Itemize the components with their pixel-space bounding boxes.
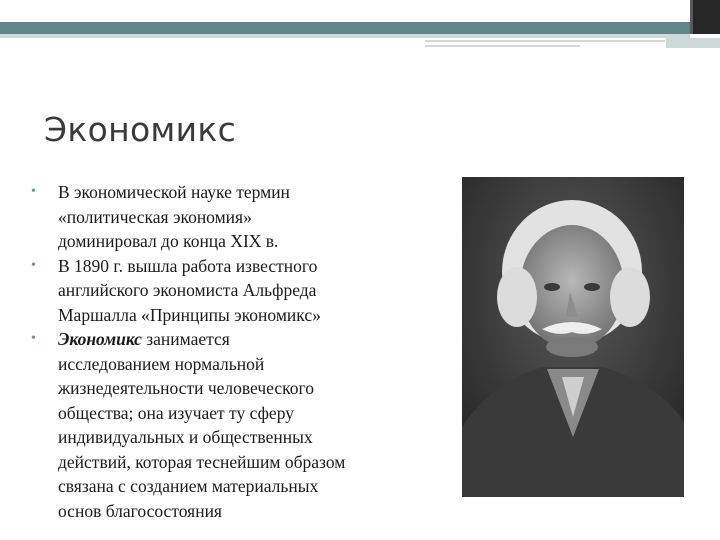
bullet-line: В 1890 г. вышла работа известного: [58, 255, 318, 276]
bullet-item: [30, 180, 430, 254]
bullet-line: исследованием нормальной: [58, 353, 265, 374]
bullet-item: [30, 254, 430, 328]
bullet-line: английского экономиста Альфреда: [58, 280, 317, 300]
bullet-icon: •: [31, 184, 36, 199]
header-decoration: [0, 0, 720, 22]
bullet-line: действий, которая теснейшим образом: [58, 451, 346, 472]
dark-corner-strip: [690, 0, 693, 34]
bullet-line: общества; она изучает ту сферу: [58, 402, 294, 423]
portrait-icon: [462, 177, 684, 497]
corner-shadow: [666, 38, 720, 48]
decor-line-1: [425, 40, 665, 42]
bullet-line: связана с созданием материальных: [58, 476, 319, 496]
bullet-line: основ благосостояния: [58, 500, 222, 521]
dark-corner-block: [690, 0, 720, 34]
teal-band: [0, 22, 690, 34]
slide-title: Экономикс: [44, 110, 237, 149]
bullet-line: В экономической науке термин: [58, 182, 290, 202]
bullet-line: доминировал до конца XIX в.: [58, 231, 279, 251]
band-shadow: [0, 34, 690, 38]
bullet-line: индивидуальных и общественных: [58, 427, 313, 447]
bullet-item: [30, 327, 430, 523]
emphasis-term: Экономикс: [58, 329, 142, 349]
bullet-icon: •: [31, 331, 36, 346]
bullet-line: жизнедеятельности человеческого: [58, 378, 314, 398]
bullet-icon: •: [31, 257, 36, 273]
portrait-photo: [462, 177, 684, 497]
bullet-text: занимается: [141, 329, 230, 349]
bullet-first-line: [58, 327, 430, 352]
decor-line-2: [425, 45, 580, 47]
bullet-line: «политическая экономия»: [58, 206, 252, 227]
bullet-list: [30, 180, 430, 523]
bullet-line: Маршалла «Принципы экономикс»: [58, 304, 321, 325]
